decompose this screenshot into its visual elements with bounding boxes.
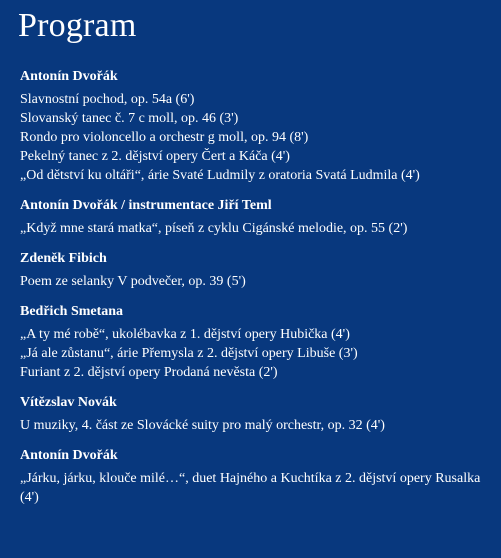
piece-item: Furiant z 2. dějství opery Prodaná nevěsta (2') [20, 365, 278, 380]
piece-item: Poem ze selanky V podvečer, op. 39 (5') [20, 274, 246, 289]
piece-item: Slovanský tanec č. 7 c moll, op. 46 (3') [20, 111, 239, 126]
composer-name: Antonín Dvořák [20, 69, 118, 84]
composer-name: Antonín Dvořák / instrumentace Jiří Teml [20, 198, 272, 213]
piece-item: U muziky, 4. část ze Slovácké suity pro malý orchestr, op. 32 (4') [20, 418, 385, 433]
piece-item: „A ty mé robě“, ukolébavka z 1. dějství opery Hubička (4') [20, 327, 350, 342]
program-section [20, 250, 493, 291]
composer-name: Bedřich Smetana [20, 304, 124, 319]
piece-item: „Když mne stará matka“, píseň z cyklu Cigánské melodie, op. 55 (2') [20, 221, 408, 236]
piece-item: Slavnostní pochod, op. 54a (6') [20, 92, 195, 107]
composer-name: Vítězslav Novák [20, 395, 117, 410]
program-section [20, 303, 493, 382]
composer-name: Zdeněk Fibich [20, 251, 107, 266]
program-section [20, 394, 493, 435]
program-section [20, 447, 493, 507]
program-section [20, 68, 493, 185]
program-section [20, 197, 493, 238]
piece-item: „Já ale zůstanu“, árie Přemysla z 2. dějství opery Libuše (3') [20, 346, 358, 361]
piece-item: Pekelný tanec z 2. dějství opery Čert a Káča (4') [20, 149, 290, 164]
composer-name: Antonín Dvořák [20, 448, 118, 463]
piece-item: „Járku, járku, klouče milé…“, duet Hajného a Kuchtíka z 2. dějství opery Rusalka (4') [20, 471, 481, 505]
piece-item: „Od dětství ku oltáři“, árie Svaté Ludmily z oratoria Svatá Ludmila (4') [20, 168, 420, 183]
piece-item: Rondo pro violoncello a orchestr g moll, op. 94 (8') [20, 130, 309, 145]
page-title: Program [18, 7, 137, 44]
